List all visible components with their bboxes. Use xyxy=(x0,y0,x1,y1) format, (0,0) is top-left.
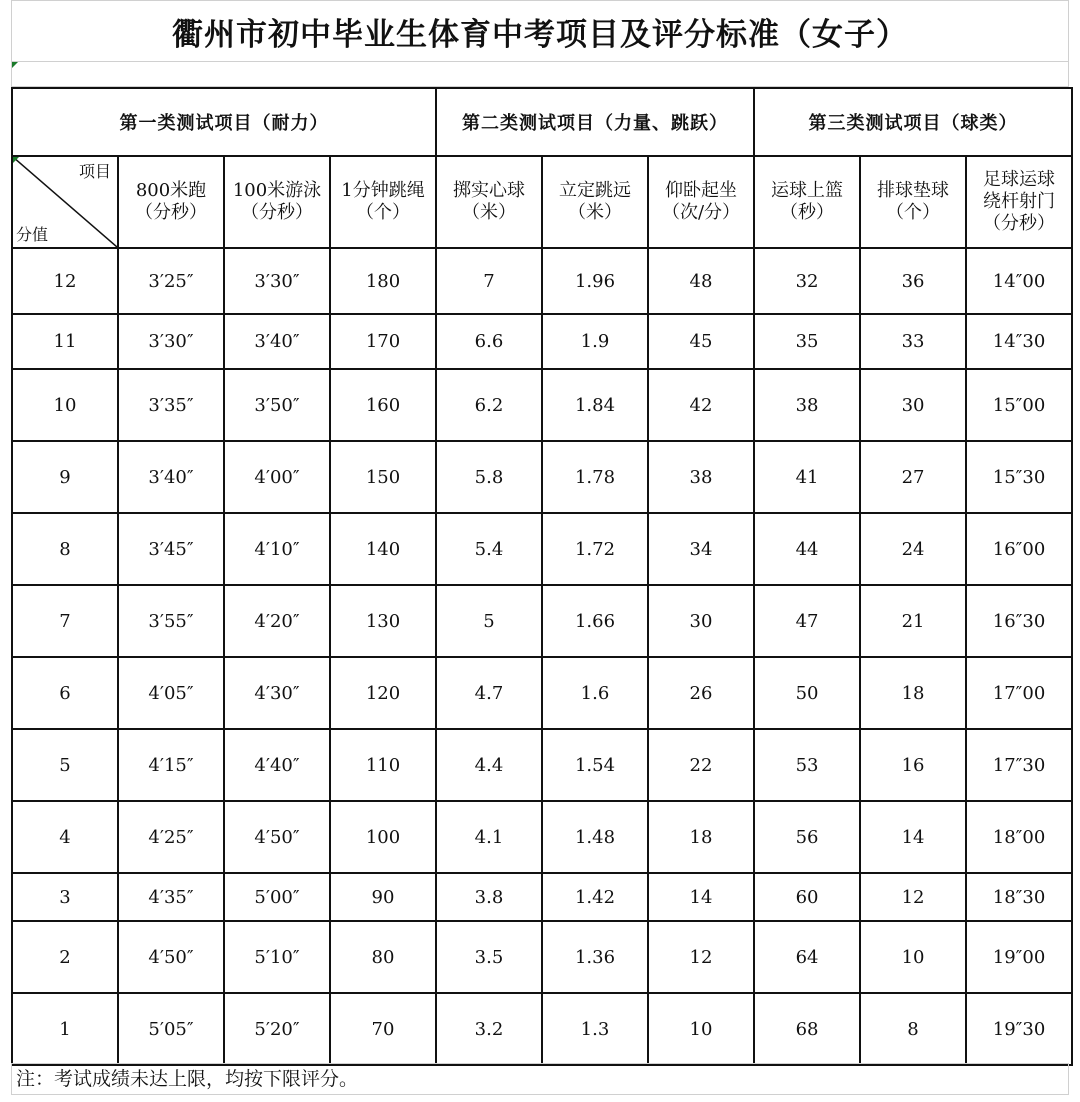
value-cell[interactable]: 4′35″ xyxy=(118,873,224,921)
value-cell[interactable]: 15″30 xyxy=(966,441,1072,513)
value-cell[interactable]: 19″30 xyxy=(966,993,1072,1065)
value-cell[interactable]: 10 xyxy=(860,921,966,993)
value-cell[interactable]: 160 xyxy=(330,369,436,441)
comment-marker-icon xyxy=(13,157,19,163)
value-cell[interactable]: 3.8 xyxy=(436,873,542,921)
value-cell[interactable]: 30 xyxy=(648,585,754,657)
table-row xyxy=(12,585,1072,657)
column-header-line: （分秒） xyxy=(983,213,1056,234)
value-cell[interactable]: 41 xyxy=(754,441,860,513)
value-cell[interactable]: 4′15″ xyxy=(118,729,224,801)
value-cell[interactable]: 7 xyxy=(436,248,542,314)
value-cell[interactable]: 4′10″ xyxy=(224,513,330,585)
value-cell[interactable]: 170 xyxy=(330,314,436,369)
table-row xyxy=(12,441,1072,513)
score-cell[interactable]: 2 xyxy=(12,921,118,993)
value-cell[interactable]: 3′55″ xyxy=(118,585,224,657)
blank-row[interactable] xyxy=(11,61,1069,87)
value-cell[interactable]: 16 xyxy=(860,729,966,801)
table-row xyxy=(12,314,1072,369)
value-cell[interactable]: 56 xyxy=(754,801,860,873)
value-cell[interactable]: 18 xyxy=(648,801,754,873)
value-cell[interactable]: 42 xyxy=(648,369,754,441)
category-strength-jump[interactable]: 第二类测试项目（力量、跳跃） xyxy=(436,88,754,156)
value-cell[interactable]: 90 xyxy=(330,873,436,921)
value-cell[interactable]: 12 xyxy=(648,921,754,993)
value-cell[interactable]: 1.9 xyxy=(542,314,648,369)
value-cell[interactable]: 1.78 xyxy=(542,441,648,513)
category-row xyxy=(12,88,1072,156)
value-cell[interactable]: 5′05″ xyxy=(118,993,224,1065)
value-cell[interactable]: 1.66 xyxy=(542,585,648,657)
value-cell[interactable]: 3′50″ xyxy=(224,369,330,441)
column-header[interactable] xyxy=(542,156,648,248)
value-cell[interactable]: 45 xyxy=(648,314,754,369)
score-cell[interactable]: 10 xyxy=(12,369,118,441)
value-cell[interactable]: 3′45″ xyxy=(118,513,224,585)
column-header-line: 运球上篮 xyxy=(771,180,844,201)
value-cell[interactable]: 80 xyxy=(330,921,436,993)
value-cell[interactable]: 18 xyxy=(860,657,966,729)
value-cell[interactable]: 27 xyxy=(860,441,966,513)
value-cell[interactable]: 36 xyxy=(860,248,966,314)
table-row xyxy=(12,993,1072,1065)
value-cell[interactable]: 14 xyxy=(860,801,966,873)
value-cell[interactable]: 3′40″ xyxy=(118,441,224,513)
value-cell[interactable]: 33 xyxy=(860,314,966,369)
table-row xyxy=(12,873,1072,921)
score-cell[interactable]: 11 xyxy=(12,314,118,369)
value-cell[interactable]: 3.2 xyxy=(436,993,542,1065)
corner-item-label: 项目 xyxy=(78,162,111,181)
table-row xyxy=(12,657,1072,729)
value-cell[interactable]: 47 xyxy=(754,585,860,657)
column-header[interactable] xyxy=(966,156,1072,248)
value-cell[interactable]: 32 xyxy=(754,248,860,314)
value-cell[interactable]: 44 xyxy=(754,513,860,585)
value-cell[interactable]: 14″30 xyxy=(966,314,1072,369)
score-cell[interactable]: 3 xyxy=(12,873,118,921)
column-header[interactable] xyxy=(754,156,860,248)
score-cell[interactable]: 7 xyxy=(12,585,118,657)
value-cell[interactable]: 3′35″ xyxy=(118,369,224,441)
footnote[interactable]: 注：考试成绩未达上限，均按下限评分。 xyxy=(11,1063,1069,1095)
value-cell[interactable]: 18″00 xyxy=(966,801,1072,873)
column-header[interactable] xyxy=(648,156,754,248)
value-cell[interactable]: 1.6 xyxy=(542,657,648,729)
column-header-line: 仰卧起坐 xyxy=(665,180,737,201)
score-cell[interactable]: 1 xyxy=(12,993,118,1065)
value-cell[interactable]: 5′00″ xyxy=(224,873,330,921)
value-cell[interactable]: 4′00″ xyxy=(224,441,330,513)
value-cell[interactable]: 14 xyxy=(648,873,754,921)
column-header-line: 绕杆射门 xyxy=(983,191,1056,212)
value-cell[interactable]: 3.5 xyxy=(436,921,542,993)
table-row xyxy=(12,801,1072,873)
value-cell[interactable]: 4′50″ xyxy=(118,921,224,993)
value-cell[interactable]: 4′05″ xyxy=(118,657,224,729)
value-cell[interactable]: 5 xyxy=(436,585,542,657)
score-cell[interactable]: 6 xyxy=(12,657,118,729)
page-title: 衢州市初中毕业生体育中考项目及评分标准（女子） xyxy=(172,17,908,53)
value-cell[interactable]: 1.36 xyxy=(542,921,648,993)
value-cell[interactable]: 1.42 xyxy=(542,873,648,921)
value-cell[interactable]: 3′30″ xyxy=(224,248,330,314)
column-header[interactable] xyxy=(118,156,224,248)
value-cell[interactable]: 34 xyxy=(648,513,754,585)
value-cell[interactable]: 38 xyxy=(648,441,754,513)
value-cell[interactable]: 21 xyxy=(860,585,966,657)
table-row xyxy=(12,369,1072,441)
score-cell[interactable]: 5 xyxy=(12,729,118,801)
title-cell[interactable] xyxy=(11,0,1069,62)
column-header-line: 800米跑 xyxy=(135,180,207,201)
value-cell[interactable]: 4′30″ xyxy=(224,657,330,729)
value-cell[interactable]: 17″30 xyxy=(966,729,1072,801)
value-cell[interactable]: 60 xyxy=(754,873,860,921)
column-header[interactable] xyxy=(330,156,436,248)
value-cell[interactable]: 130 xyxy=(330,585,436,657)
column-header[interactable] xyxy=(860,156,966,248)
value-cell[interactable]: 10 xyxy=(648,993,754,1065)
corner-score-label: 分值 xyxy=(16,225,49,244)
value-cell[interactable]: 15″00 xyxy=(966,369,1072,441)
column-header-line: 立定跳远 xyxy=(559,180,631,201)
value-cell[interactable]: 100 xyxy=(330,801,436,873)
value-cell[interactable]: 5′10″ xyxy=(224,921,330,993)
value-cell[interactable]: 4′20″ xyxy=(224,585,330,657)
column-header-line: （米） xyxy=(568,202,622,223)
column-header-line: 1分钟跳绳 xyxy=(341,180,425,201)
value-cell[interactable]: 8 xyxy=(860,993,966,1065)
score-cell[interactable]: 4 xyxy=(12,801,118,873)
value-cell[interactable]: 3′40″ xyxy=(224,314,330,369)
value-cell[interactable]: 140 xyxy=(330,513,436,585)
category-ball[interactable]: 第三类测试项目（球类） xyxy=(754,88,1072,156)
value-cell[interactable]: 180 xyxy=(330,248,436,314)
value-cell[interactable]: 120 xyxy=(330,657,436,729)
column-header-line: （次/分） xyxy=(661,202,741,223)
column-header-line: 排球垫球 xyxy=(877,180,950,201)
column-header-row xyxy=(12,156,1072,248)
column-header-line: 掷实心球 xyxy=(453,180,525,201)
value-cell[interactable]: 3′25″ xyxy=(118,248,224,314)
comment-marker-icon xyxy=(12,62,18,68)
column-header-line: 足球运球 xyxy=(983,169,1056,190)
score-cell[interactable]: 8 xyxy=(12,513,118,585)
value-cell[interactable]: 4.1 xyxy=(436,801,542,873)
value-cell[interactable]: 5.8 xyxy=(436,441,542,513)
value-cell[interactable]: 5′20″ xyxy=(224,993,330,1065)
spreadsheet xyxy=(11,0,1069,1102)
value-cell[interactable]: 5.4 xyxy=(436,513,542,585)
value-cell[interactable]: 18″30 xyxy=(966,873,1072,921)
value-cell[interactable]: 22 xyxy=(648,729,754,801)
value-cell[interactable]: 1.72 xyxy=(542,513,648,585)
column-header[interactable] xyxy=(224,156,330,248)
table-row xyxy=(12,729,1072,801)
table-row xyxy=(12,921,1072,993)
value-cell[interactable]: 3′30″ xyxy=(118,314,224,369)
value-cell[interactable]: 14″00 xyxy=(966,248,1072,314)
value-cell[interactable]: 4′40″ xyxy=(224,729,330,801)
table-row xyxy=(12,513,1072,585)
value-cell[interactable]: 4.7 xyxy=(436,657,542,729)
category-endurance[interactable]: 第一类测试项目（耐力） xyxy=(12,88,436,156)
value-cell[interactable]: 1.3 xyxy=(542,993,648,1065)
column-header-line: （米） xyxy=(462,202,516,223)
value-cell[interactable]: 53 xyxy=(754,729,860,801)
column-header-line: （个） xyxy=(356,202,410,223)
value-cell[interactable]: 6.6 xyxy=(436,314,542,369)
value-cell[interactable]: 150 xyxy=(330,441,436,513)
column-header-line: （分秒） xyxy=(241,202,313,223)
corner-header-cell[interactable] xyxy=(12,156,118,248)
score-cell[interactable]: 9 xyxy=(12,441,118,513)
value-cell[interactable]: 70 xyxy=(330,993,436,1065)
value-cell[interactable]: 1.96 xyxy=(542,248,648,314)
value-cell[interactable]: 26 xyxy=(648,657,754,729)
value-cell[interactable]: 12 xyxy=(860,873,966,921)
score-cell[interactable]: 12 xyxy=(12,248,118,314)
value-cell[interactable]: 6.2 xyxy=(436,369,542,441)
value-cell[interactable]: 50 xyxy=(754,657,860,729)
table-row xyxy=(12,248,1072,314)
column-header[interactable] xyxy=(436,156,542,248)
column-header-line: （分秒） xyxy=(135,202,207,223)
value-cell[interactable]: 38 xyxy=(754,369,860,441)
value-cell[interactable]: 24 xyxy=(860,513,966,585)
value-cell[interactable]: 1.84 xyxy=(542,369,648,441)
value-cell[interactable]: 16″00 xyxy=(966,513,1072,585)
value-cell[interactable]: 16″30 xyxy=(966,585,1072,657)
value-cell[interactable]: 35 xyxy=(754,314,860,369)
value-cell[interactable]: 30 xyxy=(860,369,966,441)
scoring-table xyxy=(11,87,1073,1066)
value-cell[interactable]: 110 xyxy=(330,729,436,801)
value-cell[interactable]: 4.4 xyxy=(436,729,542,801)
value-cell[interactable]: 19″00 xyxy=(966,921,1072,993)
value-cell[interactable]: 4′50″ xyxy=(224,801,330,873)
value-cell[interactable]: 68 xyxy=(754,993,860,1065)
value-cell[interactable]: 1.54 xyxy=(542,729,648,801)
column-header-line: （个） xyxy=(886,202,941,223)
value-cell[interactable]: 1.48 xyxy=(542,801,648,873)
value-cell[interactable]: 17″00 xyxy=(966,657,1072,729)
column-header-line: （秒） xyxy=(780,202,835,223)
value-cell[interactable]: 4′25″ xyxy=(118,801,224,873)
value-cell[interactable]: 48 xyxy=(648,248,754,314)
column-header-line: 100米游泳 xyxy=(232,180,322,201)
value-cell[interactable]: 64 xyxy=(754,921,860,993)
